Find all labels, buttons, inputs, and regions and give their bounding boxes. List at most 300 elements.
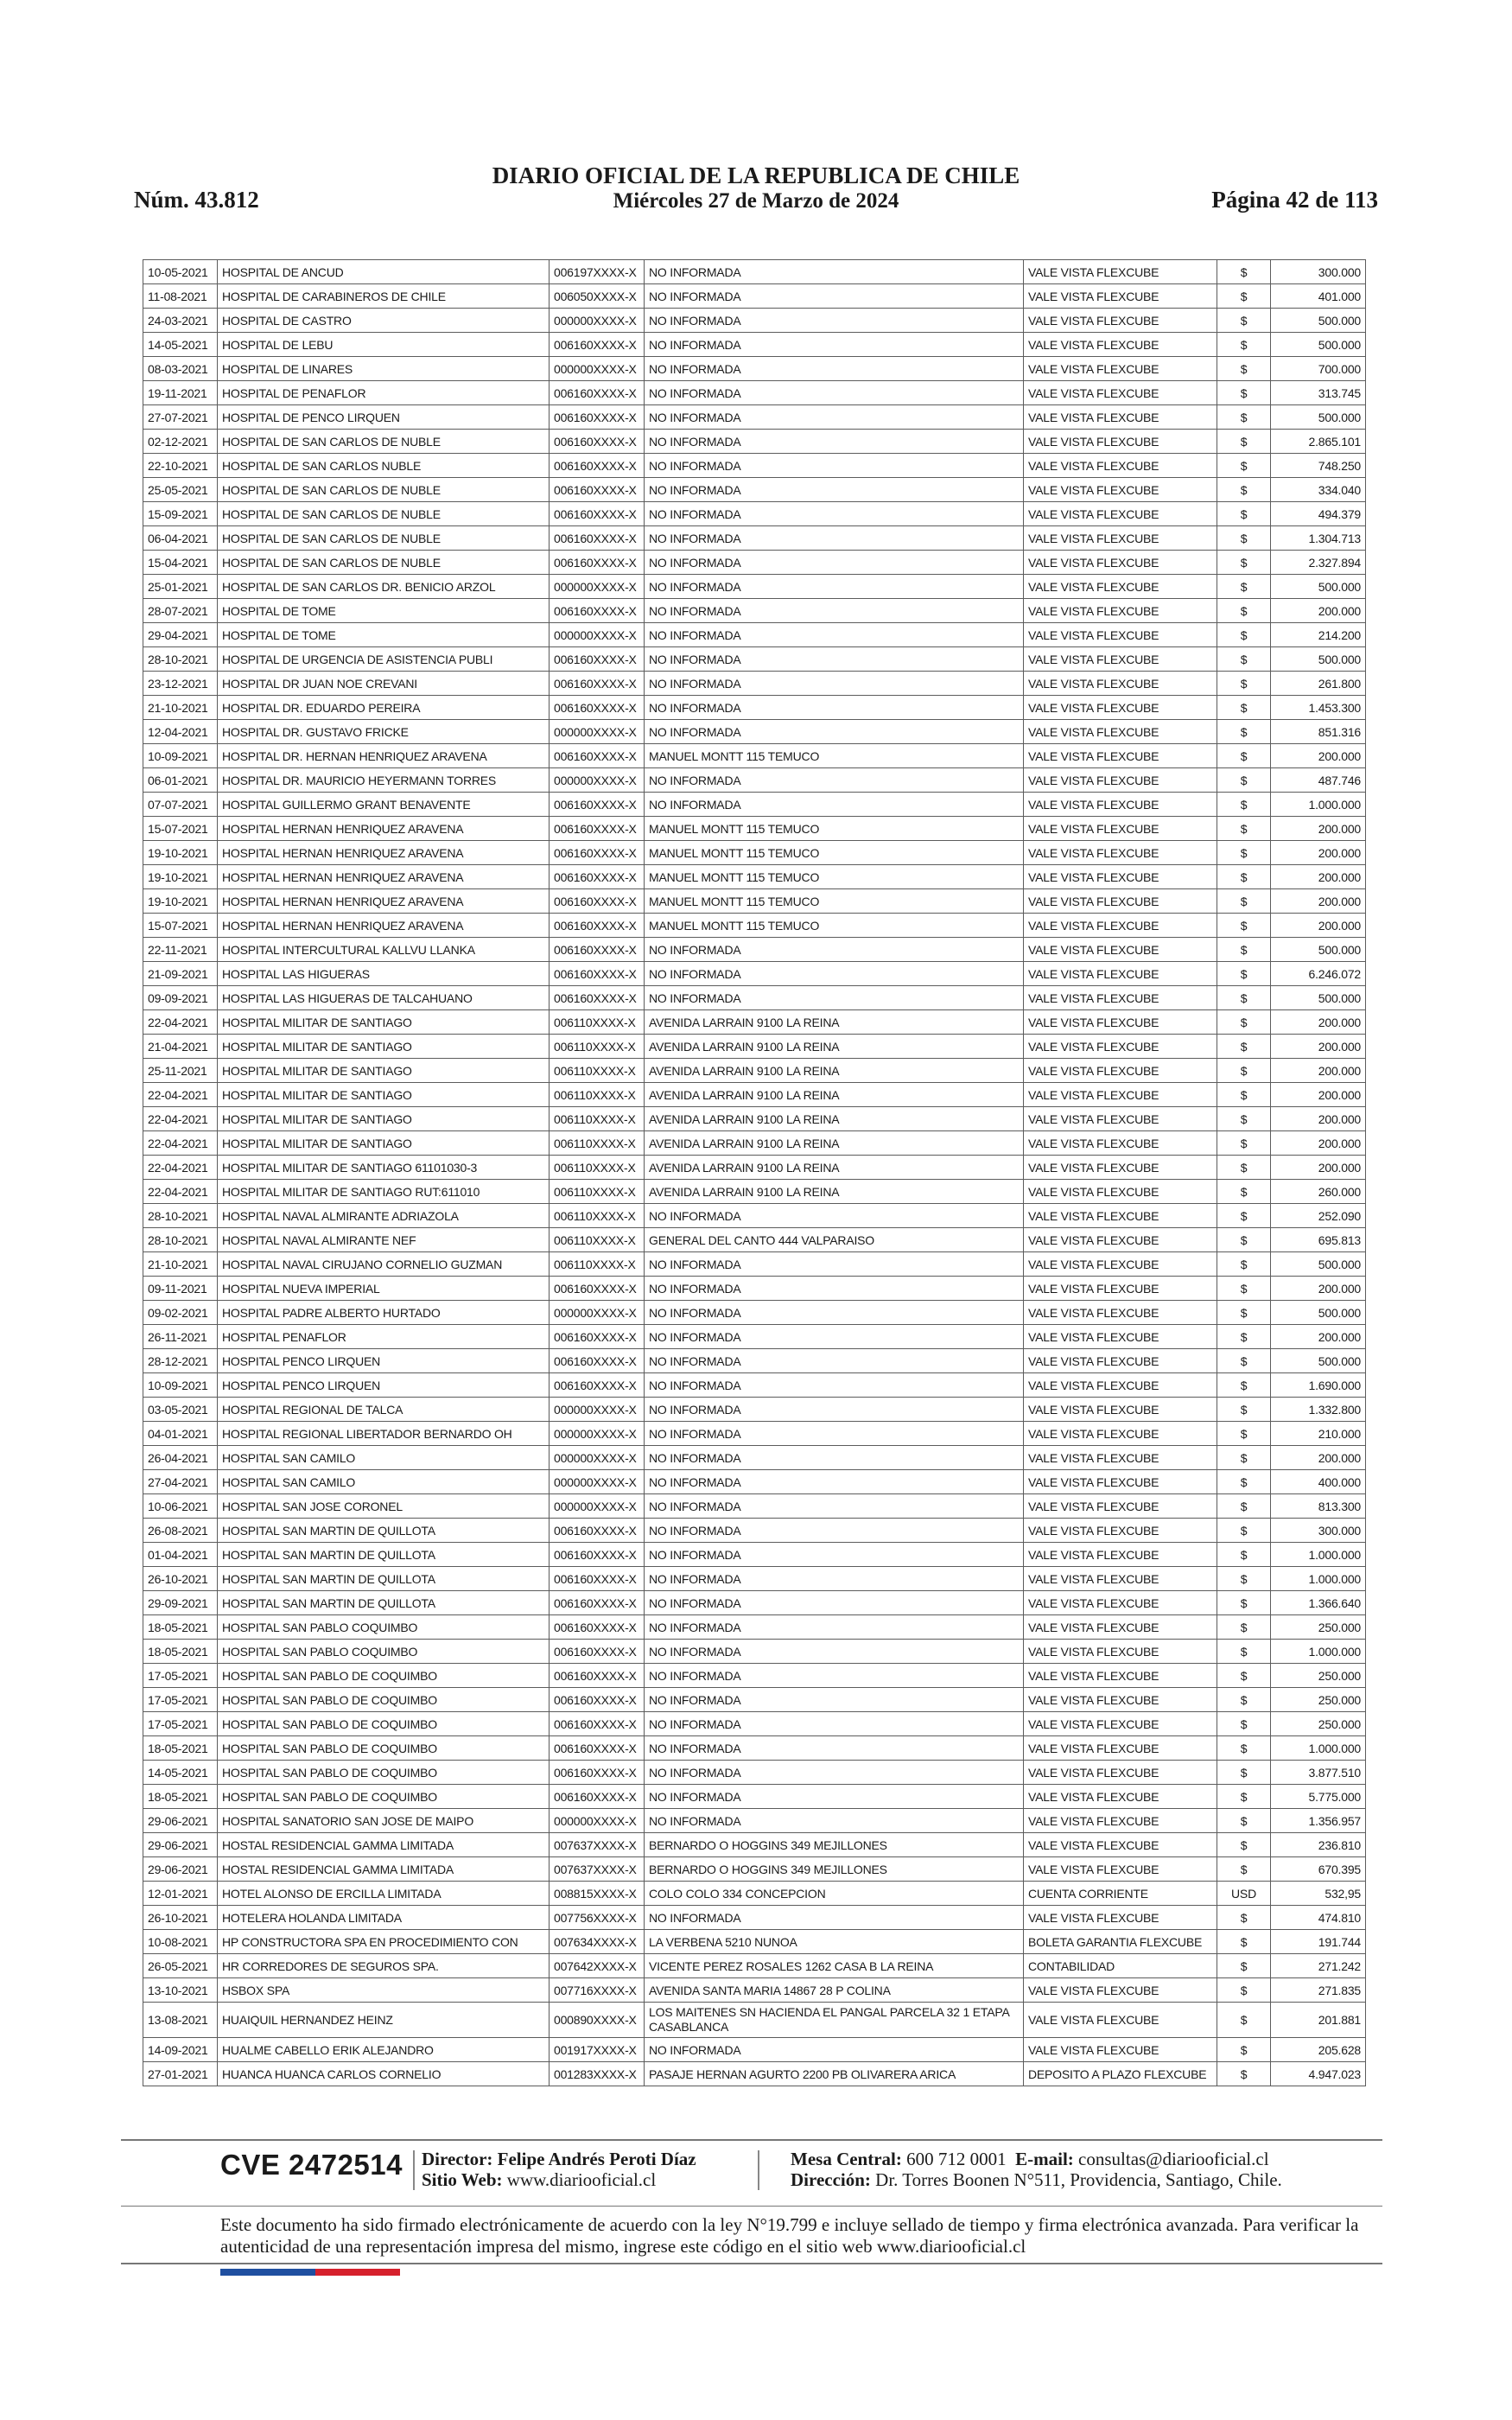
holder-name-cell: HOSPITAL MILITAR DE SANTIAGO [218, 1010, 550, 1035]
holder-name-cell: HOSPITAL GUILLERMO GRANT BENAVENTE [218, 793, 550, 817]
holder-name-cell: HOSPITAL DE SAN CARLOS DE NUBLE [218, 478, 550, 502]
date-cell: 27-01-2021 [143, 2062, 218, 2086]
address-cell: NO INFORMADA [645, 623, 1024, 647]
product-cell: VALE VISTA FLEXCUBE [1024, 1664, 1217, 1688]
address-cell: MANUEL MONTT 115 TEMUCO [645, 889, 1024, 914]
amount-cell: 500.000 [1271, 405, 1366, 430]
date-cell: 28-07-2021 [143, 599, 218, 623]
rut-cell: 006160XXXX-X [550, 1712, 645, 1736]
product-cell: VALE VISTA FLEXCUBE [1024, 1494, 1217, 1519]
rut-cell: 007637XXXX-X [550, 1857, 645, 1882]
currency-cell: $ [1217, 357, 1271, 381]
amount-cell: 200.000 [1271, 1325, 1366, 1349]
holder-name-cell: HOSPITAL DE SAN CARLOS DE NUBLE [218, 551, 550, 575]
rut-cell: 006160XXXX-X [550, 1785, 645, 1809]
date-cell: 22-10-2021 [143, 454, 218, 478]
currency-cell: $ [1217, 744, 1271, 768]
date-cell: 15-04-2021 [143, 551, 218, 575]
product-cell: VALE VISTA FLEXCUBE [1024, 623, 1217, 647]
address-cell: NO INFORMADA [645, 1252, 1024, 1277]
holder-name-cell: HOSPITAL NAVAL ALMIRANTE ADRIAZOLA [218, 1204, 550, 1228]
date-cell: 10-08-2021 [143, 1930, 218, 1954]
address-cell: LOS MAITENES SN HACIENDA EL PANGAL PARCELA 32 1 ETAPA CASABLANCA [645, 2003, 1024, 2038]
amount-cell: 1.000.000 [1271, 1567, 1366, 1591]
date-cell: 26-08-2021 [143, 1519, 218, 1543]
holder-name-cell: HOSPITAL SAN PABLO DE COQUIMBO [218, 1785, 550, 1809]
rut-cell: 006110XXXX-X [550, 1107, 645, 1131]
address-cell: AVENIDA SANTA MARIA 14867 28 P COLINA [645, 1978, 1024, 2003]
table-row [143, 2062, 1366, 2086]
table-row [143, 962, 1366, 986]
product-cell: VALE VISTA FLEXCUBE [1024, 1131, 1217, 1156]
rut-cell: 006160XXXX-X [550, 1373, 645, 1398]
address-cell: MANUEL MONTT 115 TEMUCO [645, 914, 1024, 938]
holder-name-cell: HOSPITAL DE LEBU [218, 333, 550, 357]
holder-name-cell: HOSPITAL SAN PABLO DE COQUIMBO [218, 1688, 550, 1712]
rut-cell: 000000XXXX-X [550, 1470, 645, 1494]
holder-name-cell: HOSPITAL LAS HIGUERAS DE TALCAHUANO [218, 986, 550, 1010]
currency-cell: $ [1217, 986, 1271, 1010]
table-row [143, 1398, 1366, 1422]
holder-name-cell: HOSPITAL DR. HERNAN HENRIQUEZ ARAVENA [218, 744, 550, 768]
product-cell: VALE VISTA FLEXCUBE [1024, 938, 1217, 962]
rut-cell: 006160XXXX-X [550, 1591, 645, 1615]
date-cell: 10-09-2021 [143, 744, 218, 768]
date-cell: 15-07-2021 [143, 914, 218, 938]
rut-cell: 000000XXXX-X [550, 1809, 645, 1833]
cve-code: CVE 2472514 [220, 2149, 403, 2181]
address-cell: AVENIDA LARRAIN 9100 LA REINA [645, 1131, 1024, 1156]
holder-name-cell: HOSPITAL SAN MARTIN DE QUILLOTA [218, 1519, 550, 1543]
rut-cell: 000000XXXX-X [550, 1494, 645, 1519]
product-cell: VALE VISTA FLEXCUBE [1024, 1809, 1217, 1833]
table-row [143, 744, 1366, 768]
date-cell: 21-09-2021 [143, 962, 218, 986]
address-cell: NO INFORMADA [645, 1809, 1024, 1833]
amount-cell: 851.316 [1271, 720, 1366, 744]
date-cell: 21-10-2021 [143, 696, 218, 720]
date-cell: 08-03-2021 [143, 357, 218, 381]
address-cell: NO INFORMADA [645, 1470, 1024, 1494]
rut-cell: 006160XXXX-X [550, 1543, 645, 1567]
page-number: Página 42 de 113 [1211, 187, 1378, 213]
date-cell: 27-04-2021 [143, 1470, 218, 1494]
product-cell: VALE VISTA FLEXCUBE [1024, 284, 1217, 309]
rut-cell: 006160XXXX-X [550, 405, 645, 430]
currency-cell: $ [1217, 430, 1271, 454]
records-table-body [143, 260, 1366, 2086]
product-cell: VALE VISTA FLEXCUBE [1024, 1785, 1217, 1809]
currency-cell: $ [1217, 309, 1271, 333]
holder-name-cell: HOSPITAL DR. MAURICIO HEYERMANN TORRES [218, 768, 550, 793]
holder-name-cell: HOSPITAL REGIONAL LIBERTADOR BERNARDO OH [218, 1422, 550, 1446]
rut-cell: 006110XXXX-X [550, 1180, 645, 1204]
table-row [143, 1059, 1366, 1083]
holder-name-cell: HOSPITAL DE SAN CARLOS DR. BENICIO ARZOL [218, 575, 550, 599]
product-cell: VALE VISTA FLEXCUBE [1024, 1833, 1217, 1857]
rut-cell: 006110XXXX-X [550, 1131, 645, 1156]
date-cell: 13-08-2021 [143, 2003, 218, 2038]
date-cell: 28-10-2021 [143, 1228, 218, 1252]
amount-cell: 500.000 [1271, 1349, 1366, 1373]
rut-cell: 006160XXXX-X [550, 1664, 645, 1688]
currency-cell: $ [1217, 1736, 1271, 1761]
currency-cell: $ [1217, 260, 1271, 284]
product-cell: VALE VISTA FLEXCUBE [1024, 962, 1217, 986]
currency-cell: $ [1217, 720, 1271, 744]
address-cell: GENERAL DEL CANTO 444 VALPARAISO [645, 1228, 1024, 1252]
amount-cell: 261.800 [1271, 672, 1366, 696]
amount-cell: 200.000 [1271, 1035, 1366, 1059]
currency-cell: $ [1217, 1688, 1271, 1712]
table-row [143, 1470, 1366, 1494]
holder-name-cell: HOSPITAL SAN PABLO DE COQUIMBO [218, 1664, 550, 1688]
holder-name-cell: HOSPITAL PENCO LIRQUEN [218, 1373, 550, 1398]
holder-name-cell: HOSPITAL PADRE ALBERTO HURTADO [218, 1301, 550, 1325]
table-row [143, 647, 1366, 672]
rut-cell: 000890XXXX-X [550, 2003, 645, 2038]
table-row [143, 914, 1366, 938]
currency-cell: $ [1217, 1301, 1271, 1325]
amount-cell: 401.000 [1271, 284, 1366, 309]
date-cell: 19-11-2021 [143, 381, 218, 405]
address-cell: NO INFORMADA [645, 357, 1024, 381]
product-cell: VALE VISTA FLEXCUBE [1024, 1906, 1217, 1930]
currency-cell: USD [1217, 1882, 1271, 1906]
holder-name-cell: HOSPITAL SAN PABLO DE COQUIMBO [218, 1712, 550, 1736]
product-cell: VALE VISTA FLEXCUBE [1024, 1761, 1217, 1785]
table-row [143, 526, 1366, 551]
product-cell: VALE VISTA FLEXCUBE [1024, 1567, 1217, 1591]
date-cell: 19-10-2021 [143, 889, 218, 914]
footer-info [220, 2149, 1382, 2200]
holder-name-cell: HOSPITAL LAS HIGUERAS [218, 962, 550, 986]
currency-cell: $ [1217, 2038, 1271, 2062]
product-cell: VALE VISTA FLEXCUBE [1024, 720, 1217, 744]
amount-cell: 200.000 [1271, 1059, 1366, 1083]
address-cell: NO INFORMADA [645, 1543, 1024, 1567]
address-cell: MANUEL MONTT 115 TEMUCO [645, 817, 1024, 841]
currency-cell: $ [1217, 1325, 1271, 1349]
currency-cell: $ [1217, 2003, 1271, 2038]
currency-cell: $ [1217, 1712, 1271, 1736]
product-cell: VALE VISTA FLEXCUBE [1024, 2038, 1217, 2062]
date-cell: 17-05-2021 [143, 1688, 218, 1712]
amount-cell: 500.000 [1271, 333, 1366, 357]
currency-cell: $ [1217, 1930, 1271, 1954]
product-cell: VALE VISTA FLEXCUBE [1024, 526, 1217, 551]
product-cell: VALE VISTA FLEXCUBE [1024, 1252, 1217, 1277]
product-cell: VALE VISTA FLEXCUBE [1024, 1301, 1217, 1325]
currency-cell: $ [1217, 914, 1271, 938]
product-cell: VALE VISTA FLEXCUBE [1024, 1277, 1217, 1301]
holder-name-cell: HOSPITAL SAN CAMILO [218, 1470, 550, 1494]
table-row [143, 986, 1366, 1010]
holder-name-cell: HOSPITAL DE CARABINEROS DE CHILE [218, 284, 550, 309]
date-cell: 23-12-2021 [143, 672, 218, 696]
rut-cell: 006197XXXX-X [550, 260, 645, 284]
rut-cell: 006160XXXX-X [550, 551, 645, 575]
issue-number: Núm. 43.812 [134, 187, 259, 213]
address-cell: AVENIDA LARRAIN 9100 LA REINA [645, 1010, 1024, 1035]
product-cell: VALE VISTA FLEXCUBE [1024, 1325, 1217, 1349]
product-cell: VALE VISTA FLEXCUBE [1024, 793, 1217, 817]
date-cell: 26-04-2021 [143, 1446, 218, 1470]
table-row [143, 1954, 1366, 1978]
product-cell: VALE VISTA FLEXCUBE [1024, 260, 1217, 284]
website-link[interactable]: www.diariooficial.cl [506, 2169, 657, 2190]
date-cell: 14-05-2021 [143, 333, 218, 357]
address-cell: NO INFORMADA [645, 309, 1024, 333]
rut-cell: 006110XXXX-X [550, 1035, 645, 1059]
email-link[interactable]: consultas@diariooficial.cl [1078, 2149, 1269, 2169]
holder-name-cell: HOSPITAL SAN PABLO COQUIMBO [218, 1640, 550, 1664]
product-cell: VALE VISTA FLEXCUBE [1024, 1204, 1217, 1228]
product-cell: VALE VISTA FLEXCUBE [1024, 768, 1217, 793]
address-cell: NO INFORMADA [645, 430, 1024, 454]
address-cell: NO INFORMADA [645, 1736, 1024, 1761]
holder-name-cell: HOSPITAL HERNAN HENRIQUEZ ARAVENA [218, 865, 550, 889]
amount-cell: 200.000 [1271, 1083, 1366, 1107]
contact-block [791, 2149, 1282, 2190]
rut-cell: 006160XXXX-X [550, 1640, 645, 1664]
address-cell: MANUEL MONTT 115 TEMUCO [645, 841, 1024, 865]
product-cell: VALE VISTA FLEXCUBE [1024, 1640, 1217, 1664]
address-cell: NO INFORMADA [645, 1615, 1024, 1640]
address-line: Dirección: Dr. Torres Boonen N°511, Providencia, Santiago, Chile. [791, 2169, 1282, 2190]
address-cell: NO INFORMADA [645, 768, 1024, 793]
rut-cell: 006160XXXX-X [550, 333, 645, 357]
date-cell: 22-04-2021 [143, 1180, 218, 1204]
table-row [143, 1567, 1366, 1591]
address-cell: AVENIDA LARRAIN 9100 LA REINA [645, 1059, 1024, 1083]
address-cell: BERNARDO O HOGGINS 349 MEJILLONES [645, 1833, 1024, 1857]
table-row [143, 1494, 1366, 1519]
holder-name-cell: HOSTAL RESIDENCIAL GAMMA LIMITADA [218, 1857, 550, 1882]
address-cell: NO INFORMADA [645, 1591, 1024, 1615]
holder-name-cell: HOSPITAL DE CASTRO [218, 309, 550, 333]
amount-cell: 400.000 [1271, 1470, 1366, 1494]
date-cell: 06-01-2021 [143, 768, 218, 793]
currency-cell: $ [1217, 1809, 1271, 1833]
currency-cell: $ [1217, 1373, 1271, 1398]
amount-cell: 201.881 [1271, 2003, 1366, 2038]
rut-cell: 006160XXXX-X [550, 696, 645, 720]
holder-name-cell: HOSPITAL DE PENAFLOR [218, 381, 550, 405]
product-cell: VALE VISTA FLEXCUBE [1024, 1373, 1217, 1398]
product-cell: VALE VISTA FLEXCUBE [1024, 1736, 1217, 1761]
currency-cell: $ [1217, 599, 1271, 623]
table-row [143, 1930, 1366, 1954]
date-cell: 07-07-2021 [143, 793, 218, 817]
holder-name-cell: HOSPITAL REGIONAL DE TALCA [218, 1398, 550, 1422]
currency-cell: $ [1217, 1906, 1271, 1930]
amount-cell: 200.000 [1271, 865, 1366, 889]
holder-name-cell: HOSPITAL DE SAN CARLOS DE NUBLE [218, 430, 550, 454]
holder-name-cell: HOSPITAL DE TOME [218, 623, 550, 647]
amount-cell: 200.000 [1271, 1446, 1366, 1470]
table-row [143, 793, 1366, 817]
table-row [143, 1083, 1366, 1107]
table-row [143, 1228, 1366, 1252]
holder-name-cell: HOSPITAL DR JUAN NOE CREVANI [218, 672, 550, 696]
table-row [143, 938, 1366, 962]
currency-cell: $ [1217, 1591, 1271, 1615]
amount-cell: 200.000 [1271, 1107, 1366, 1131]
currency-cell: $ [1217, 454, 1271, 478]
address-cell: NO INFORMADA [645, 647, 1024, 672]
date-cell: 11-08-2021 [143, 284, 218, 309]
holder-name-cell: HOSPITAL SANATORIO SAN JOSE DE MAIPO [218, 1809, 550, 1833]
product-cell: VALE VISTA FLEXCUBE [1024, 1857, 1217, 1882]
date-cell: 29-06-2021 [143, 1857, 218, 1882]
address-cell: NO INFORMADA [645, 260, 1024, 284]
date-cell: 18-05-2021 [143, 1736, 218, 1761]
product-cell: VALE VISTA FLEXCUBE [1024, 1083, 1217, 1107]
currency-cell: $ [1217, 672, 1271, 696]
address-cell: NO INFORMADA [645, 696, 1024, 720]
address-cell: NO INFORMADA [645, 502, 1024, 526]
currency-cell: $ [1217, 865, 1271, 889]
amount-cell: 1.690.000 [1271, 1373, 1366, 1398]
amount-cell: 813.300 [1271, 1494, 1366, 1519]
address-cell: NO INFORMADA [645, 1325, 1024, 1349]
amount-cell: 200.000 [1271, 914, 1366, 938]
currency-cell: $ [1217, 1107, 1271, 1131]
holder-name-cell: HOSPITAL MILITAR DE SANTIAGO [218, 1107, 550, 1131]
gazette-title: DIARIO OFICIAL DE LA REPUBLICA DE CHILE [492, 162, 1020, 188]
currency-cell: $ [1217, 793, 1271, 817]
product-cell: VALE VISTA FLEXCUBE [1024, 1591, 1217, 1615]
product-cell: VALE VISTA FLEXCUBE [1024, 986, 1217, 1010]
amount-cell: 748.250 [1271, 454, 1366, 478]
table-row [143, 1446, 1366, 1470]
rut-cell: 006160XXXX-X [550, 502, 645, 526]
address-cell: NO INFORMADA [645, 1373, 1024, 1398]
amount-cell: 271.242 [1271, 1954, 1366, 1978]
address-cell: NO INFORMADA [645, 1906, 1024, 1930]
amount-cell: 670.395 [1271, 1857, 1366, 1882]
address-cell: BERNARDO O HOGGINS 349 MEJILLONES [645, 1857, 1024, 1882]
address-cell: NO INFORMADA [645, 454, 1024, 478]
address-cell: NO INFORMADA [645, 1277, 1024, 1301]
amount-cell: 1.366.640 [1271, 1591, 1366, 1615]
amount-cell: 214.200 [1271, 623, 1366, 647]
table-row [143, 405, 1366, 430]
currency-cell: $ [1217, 478, 1271, 502]
amount-cell: 200.000 [1271, 889, 1366, 914]
rut-cell: 006160XXXX-X [550, 744, 645, 768]
table-row [143, 1785, 1366, 1809]
date-cell: 15-09-2021 [143, 502, 218, 526]
table-row [143, 430, 1366, 454]
rut-cell: 000000XXXX-X [550, 768, 645, 793]
rut-cell: 006160XXXX-X [550, 1615, 645, 1640]
date-cell: 29-04-2021 [143, 623, 218, 647]
holder-name-cell: HOSPITAL MILITAR DE SANTIAGO [218, 1035, 550, 1059]
footer-middle-rule [121, 2206, 1382, 2207]
amount-cell: 200.000 [1271, 817, 1366, 841]
rut-cell: 006160XXXX-X [550, 430, 645, 454]
table-row [143, 1252, 1366, 1277]
currency-cell: $ [1217, 1083, 1271, 1107]
product-cell: VALE VISTA FLEXCUBE [1024, 841, 1217, 865]
address-cell: NO INFORMADA [645, 1688, 1024, 1712]
amount-cell: 3.877.510 [1271, 1761, 1366, 1785]
amount-cell: 1.304.713 [1271, 526, 1366, 551]
amount-cell: 500.000 [1271, 309, 1366, 333]
product-cell: VALE VISTA FLEXCUBE [1024, 1180, 1217, 1204]
date-cell: 12-01-2021 [143, 1882, 218, 1906]
amount-cell: 6.246.072 [1271, 962, 1366, 986]
contact-line: Mesa Central: 600 712 0001 E-mail: consultas@diariooficial.cl [791, 2149, 1269, 2169]
rut-cell: 006160XXXX-X [550, 1325, 645, 1349]
product-cell: VALE VISTA FLEXCUBE [1024, 333, 1217, 357]
address-cell: NO INFORMADA [645, 599, 1024, 623]
date-cell: 29-09-2021 [143, 1591, 218, 1615]
table-row [143, 817, 1366, 841]
address-cell: MANUEL MONTT 115 TEMUCO [645, 865, 1024, 889]
holder-name-cell: HOSPITAL HERNAN HENRIQUEZ ARAVENA [218, 914, 550, 938]
amount-cell: 500.000 [1271, 1252, 1366, 1277]
table-row [143, 1906, 1366, 1930]
date-cell: 28-10-2021 [143, 647, 218, 672]
holder-name-cell: HOTEL ALONSO DE ERCILLA LIMITADA [218, 1882, 550, 1906]
currency-cell: $ [1217, 405, 1271, 430]
table-row [143, 1736, 1366, 1761]
date-cell: 22-04-2021 [143, 1107, 218, 1131]
holder-name-cell: HOTELERA HOLANDA LIMITADA [218, 1906, 550, 1930]
date-cell: 24-03-2021 [143, 309, 218, 333]
address-cell: NO INFORMADA [645, 2038, 1024, 2062]
table-row [143, 1010, 1366, 1035]
date-cell: 25-11-2021 [143, 1059, 218, 1083]
table-row [143, 1107, 1366, 1131]
holder-name-cell: HR CORREDORES DE SEGUROS SPA. [218, 1954, 550, 1978]
table-row [143, 1833, 1366, 1857]
currency-cell: $ [1217, 333, 1271, 357]
address-cell: AVENIDA LARRAIN 9100 LA REINA [645, 1180, 1024, 1204]
date-cell: 14-05-2021 [143, 1761, 218, 1785]
date-cell: 19-10-2021 [143, 865, 218, 889]
holder-name-cell: HOSPITAL DE PENCO LIRQUEN [218, 405, 550, 430]
currency-cell: $ [1217, 1349, 1271, 1373]
address-cell: NO INFORMADA [645, 1422, 1024, 1446]
product-cell: VALE VISTA FLEXCUBE [1024, 575, 1217, 599]
table-row [143, 1591, 1366, 1615]
date-cell: 02-12-2021 [143, 430, 218, 454]
amount-cell: 200.000 [1271, 744, 1366, 768]
currency-cell: $ [1217, 962, 1271, 986]
amount-cell: 200.000 [1271, 1010, 1366, 1035]
address-cell: NO INFORMADA [645, 962, 1024, 986]
product-cell: VALE VISTA FLEXCUBE [1024, 1422, 1217, 1446]
table-row [143, 1712, 1366, 1736]
holder-name-cell: HOSPITAL SAN CAMILO [218, 1446, 550, 1470]
currency-cell: $ [1217, 502, 1271, 526]
holder-name-cell: HOSPITAL DR. GUSTAVO FRICKE [218, 720, 550, 744]
amount-cell: 1.000.000 [1271, 1543, 1366, 1567]
address-cell: VICENTE PEREZ ROSALES 1262 CASA B LA REINA [645, 1954, 1024, 1978]
issue-date: Miércoles 27 de Marzo de 2024 [613, 189, 899, 213]
date-cell: 29-06-2021 [143, 1809, 218, 1833]
address-cell: NO INFORMADA [645, 1204, 1024, 1228]
address-cell: MANUEL MONTT 115 TEMUCO [645, 744, 1024, 768]
product-cell: VALE VISTA FLEXCUBE [1024, 1615, 1217, 1640]
address-cell: NO INFORMADA [645, 284, 1024, 309]
holder-name-cell: HUALME CABELLO ERIK ALEJANDRO [218, 2038, 550, 2062]
date-cell: 27-07-2021 [143, 405, 218, 430]
